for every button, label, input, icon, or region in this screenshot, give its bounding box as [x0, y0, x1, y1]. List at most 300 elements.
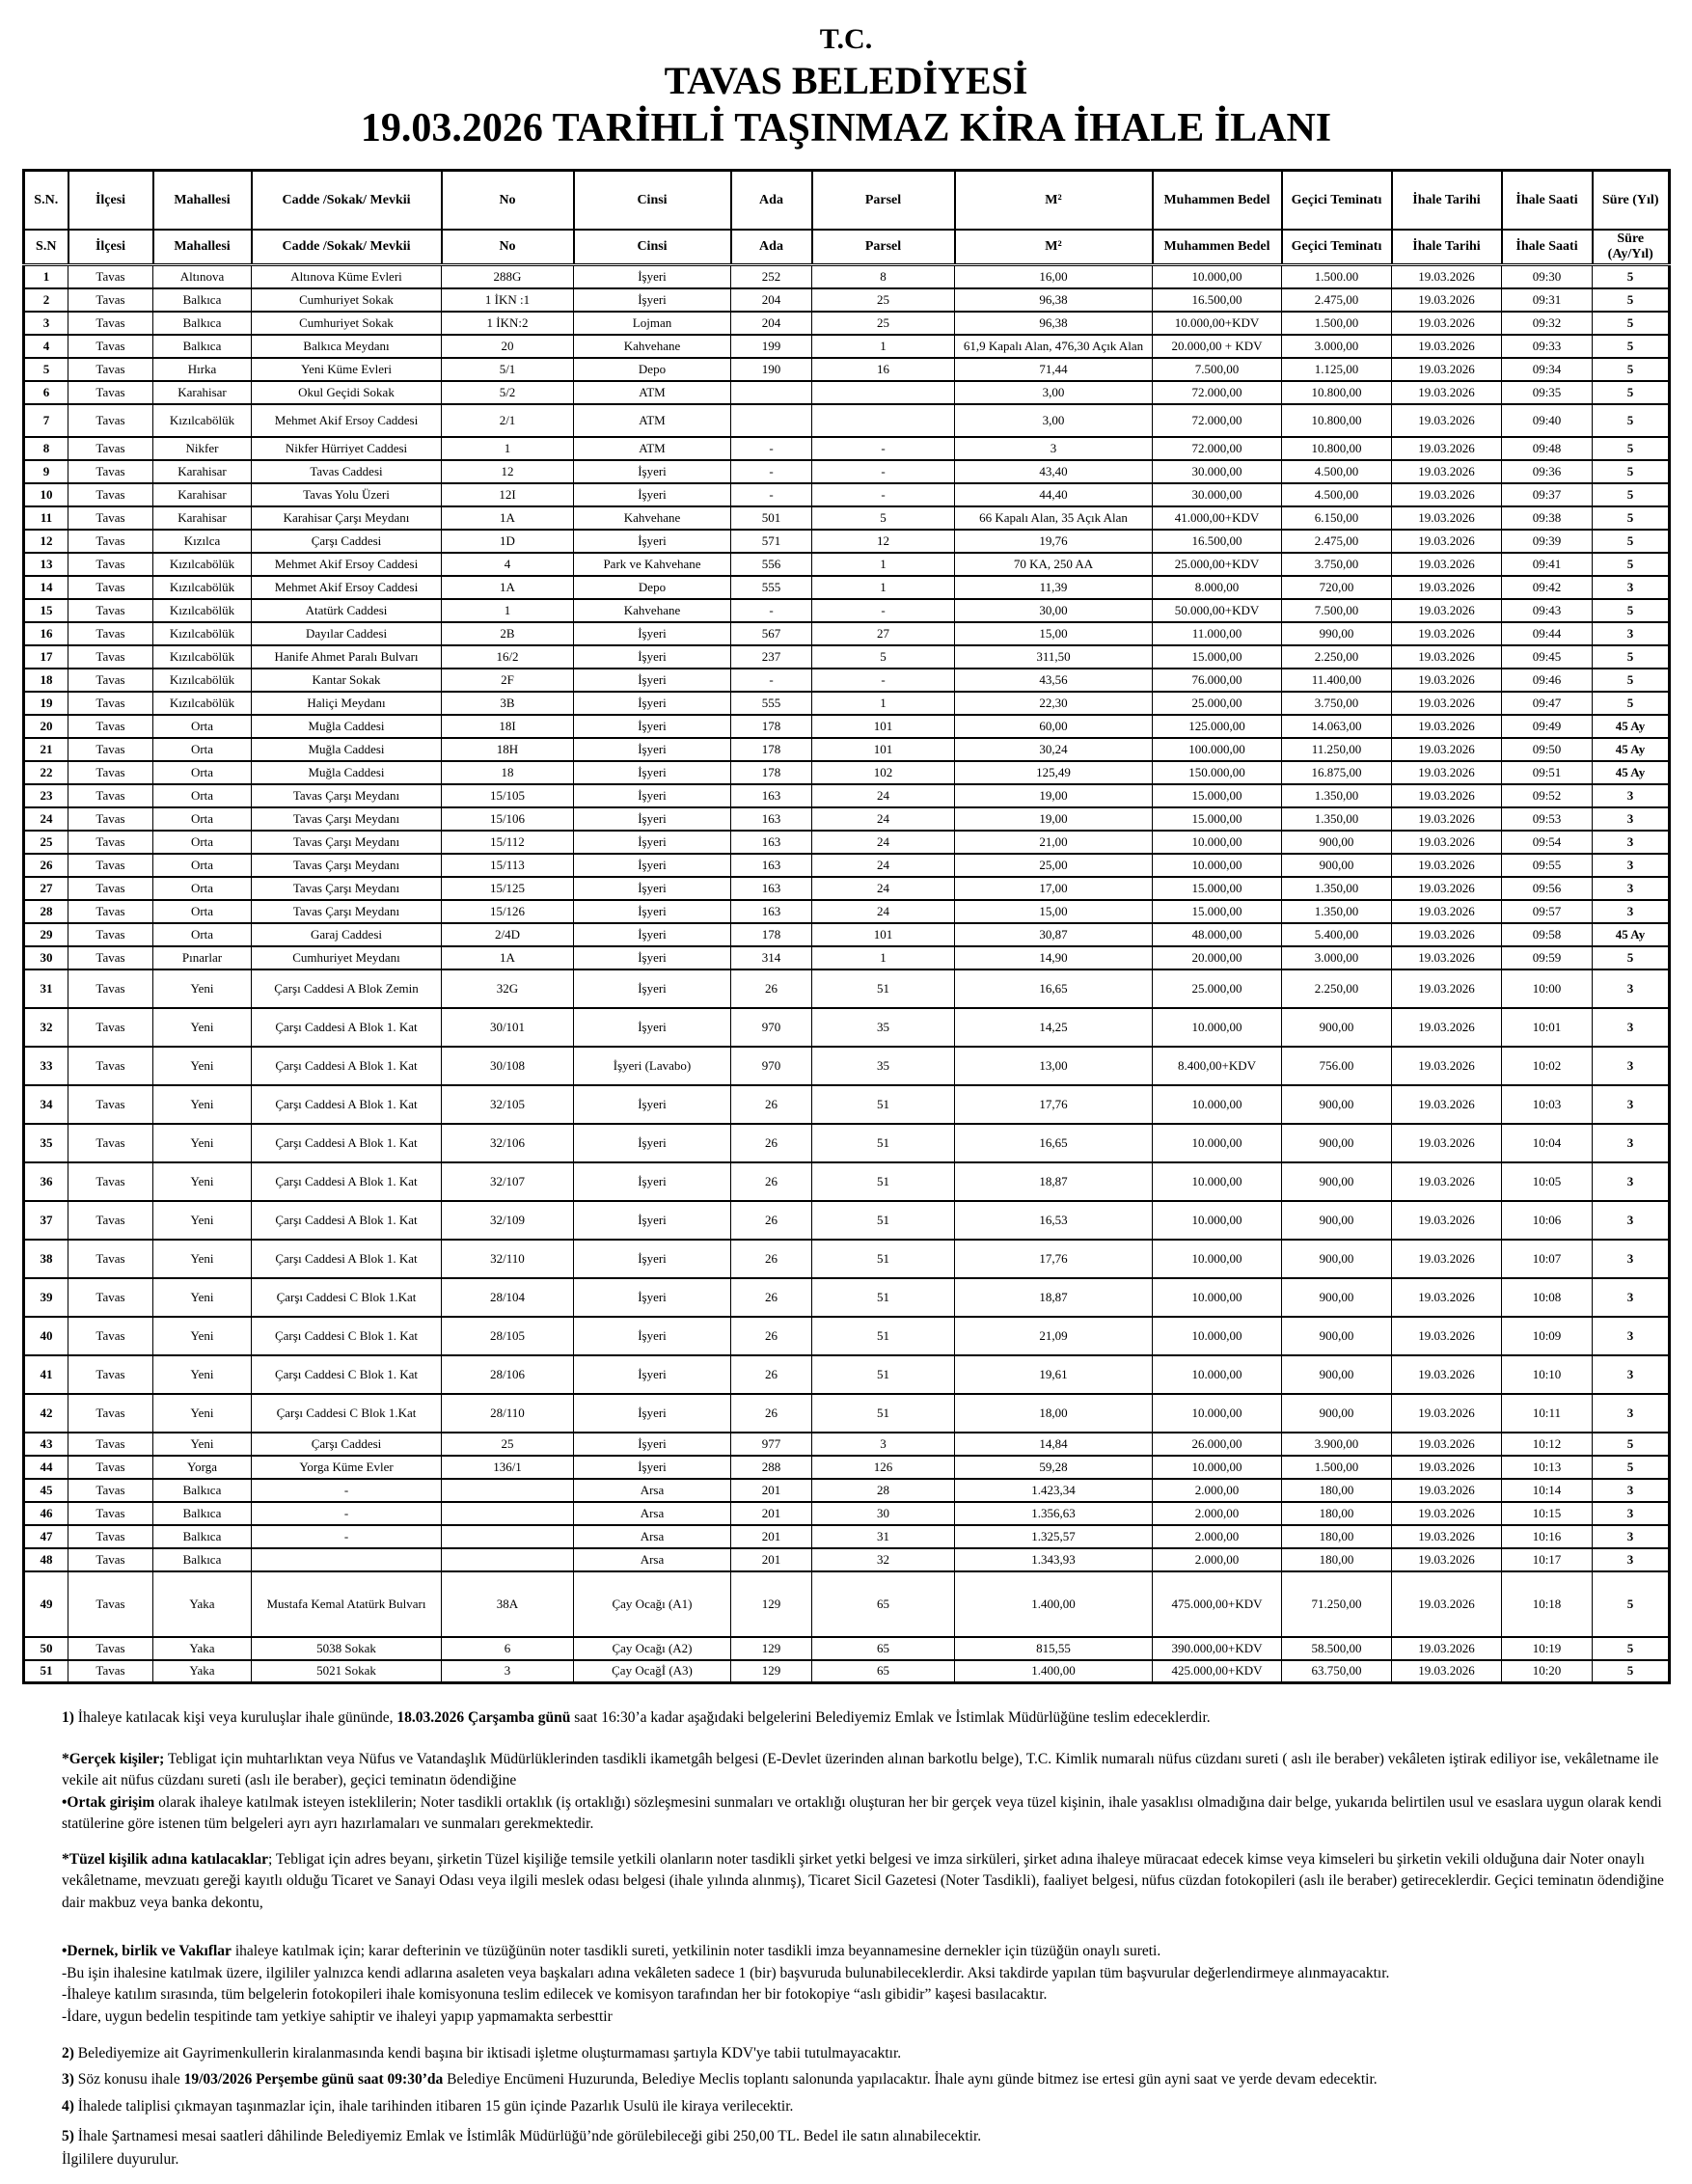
- table-cell: 5: [1593, 437, 1670, 460]
- table-cell: Kızılcabölük: [153, 553, 252, 576]
- table-cell: 5: [1593, 553, 1670, 576]
- table-row: [24, 1571, 1670, 1637]
- table-cell: 34: [24, 1085, 68, 1124]
- table-cell: Tavas: [68, 969, 153, 1008]
- table-cell: 10:15: [1502, 1502, 1593, 1525]
- table-cell: 720,00: [1282, 576, 1392, 599]
- table-cell: 17,76: [955, 1240, 1153, 1278]
- column-header: S.N.: [24, 170, 68, 230]
- table-cell: 09:32: [1502, 312, 1593, 335]
- table-row: [24, 265, 1670, 288]
- table-cell: 129: [731, 1637, 812, 1660]
- table-cell: 204: [731, 288, 812, 312]
- table-cell: 5: [1593, 1571, 1670, 1637]
- table-row: [24, 692, 1670, 715]
- column-header: Muhammen Bedel: [1153, 170, 1282, 230]
- table-cell: Muğla Caddesi: [252, 761, 442, 784]
- table-cell: 30,00: [955, 599, 1153, 622]
- table-cell: Tavas: [68, 715, 153, 738]
- table-cell: 10.000,00: [1153, 1317, 1282, 1355]
- table-cell: -: [252, 1502, 442, 1525]
- table-cell: 09:48: [1502, 437, 1593, 460]
- note-text: Belediyemize ait Gayrimenkullerin kiralanmasında kendi başına bir iktisadi işletme oluşturmaması şartıyla KDV'ye tabii tutulmayacaktır.: [73, 2045, 902, 2062]
- table-cell: ATM: [574, 381, 731, 404]
- note-line: [62, 1941, 1671, 1962]
- table-cell: İşyeri: [574, 1394, 731, 1433]
- table-cell: Tavas Çarşı Meydanı: [252, 900, 442, 923]
- table-cell: 28: [24, 900, 68, 923]
- table-cell: 09:46: [1502, 669, 1593, 692]
- table-cell: İşyeri: [574, 738, 731, 761]
- table-cell: 900,00: [1282, 854, 1392, 877]
- table-cell: İşyeri: [574, 923, 731, 946]
- table-cell: 19.03.2026: [1392, 576, 1502, 599]
- table-row: [24, 599, 1670, 622]
- table-cell: 204: [731, 312, 812, 335]
- table-cell: 19.03.2026: [1392, 460, 1502, 483]
- table-cell: 16,00: [955, 265, 1153, 288]
- table-cell: 15: [24, 599, 68, 622]
- table-cell: 09:34: [1502, 358, 1593, 381]
- table-cell: 24: [812, 831, 955, 854]
- table-row: [24, 1525, 1670, 1548]
- table-cell: 1: [442, 599, 574, 622]
- table-cell: 19.03.2026: [1392, 946, 1502, 969]
- table-cell: 26: [731, 1240, 812, 1278]
- table-cell: Arsa: [574, 1525, 731, 1548]
- table-cell: Kızılca: [153, 530, 252, 553]
- table-cell: -: [731, 483, 812, 506]
- table-cell: Tavas: [68, 1548, 153, 1571]
- table-cell: 10:01: [1502, 1008, 1593, 1047]
- table-row: [24, 358, 1670, 381]
- table-cell: 1.423,34: [955, 1479, 1153, 1502]
- table-cell: 51: [812, 1124, 955, 1162]
- table-cell: 24: [812, 877, 955, 900]
- table-cell: 180,00: [1282, 1525, 1392, 1548]
- table-row: [24, 1278, 1670, 1317]
- table-row: [24, 900, 1670, 923]
- table-cell: Mustafa Kemal Atatürk Bulvarı: [252, 1571, 442, 1637]
- table-cell: Arsa: [574, 1502, 731, 1525]
- table-cell: 15.000,00: [1153, 877, 1282, 900]
- table-cell: 26: [731, 1201, 812, 1240]
- table-cell: Tavas: [68, 576, 153, 599]
- table-cell: 555: [731, 576, 812, 599]
- table-cell: Park ve Kahvehane: [574, 553, 731, 576]
- table-cell: 15.000,00: [1153, 900, 1282, 923]
- table-cell: Yeni: [153, 1124, 252, 1162]
- table-cell: 12: [812, 530, 955, 553]
- table-cell: Tavas: [68, 807, 153, 831]
- table-cell: Tavas: [68, 946, 153, 969]
- table-cell: 900,00: [1282, 1085, 1392, 1124]
- table-cell: 11.400,00: [1282, 669, 1392, 692]
- table-cell: Altınova Küme Evleri: [252, 265, 442, 288]
- table-cell: 49: [24, 1571, 68, 1637]
- table-cell: 19.03.2026: [1392, 1085, 1502, 1124]
- table-cell: 51: [812, 1085, 955, 1124]
- table-cell: 567: [731, 622, 812, 645]
- table-cell: 09:30: [1502, 265, 1593, 288]
- table-cell: 7.500,00: [1282, 599, 1392, 622]
- table-cell: 09:45: [1502, 645, 1593, 669]
- table-cell: 4.500,00: [1282, 460, 1392, 483]
- table-cell: 38: [24, 1240, 68, 1278]
- table-cell: 3: [1593, 576, 1670, 599]
- table-cell: 48: [24, 1548, 68, 1571]
- table-cell: Tavas: [68, 1394, 153, 1433]
- table-cell: Orta: [153, 761, 252, 784]
- table-cell: 19.03.2026: [1392, 1317, 1502, 1355]
- table-cell: 10:05: [1502, 1162, 1593, 1201]
- table-cell: 10:14: [1502, 1479, 1593, 1502]
- table-cell: 5: [1593, 1637, 1670, 1660]
- table-cell: 19.03.2026: [1392, 335, 1502, 358]
- table-cell: Çarşı Caddesi: [252, 1433, 442, 1456]
- note-text: 5): [62, 2127, 74, 2144]
- note-text: •Dernek, birlik ve Vakıflar: [62, 1943, 232, 1960]
- table-cell: 30,87: [955, 923, 1153, 946]
- table-cell: 5: [1593, 599, 1670, 622]
- table-cell: 21: [24, 738, 68, 761]
- table-cell: 19.03.2026: [1392, 483, 1502, 506]
- table-cell: 59,28: [955, 1456, 1153, 1479]
- table-cell: Tavas: [68, 1085, 153, 1124]
- table-cell: 16: [812, 358, 955, 381]
- table-cell: Çarşı Caddesi A Blok 1. Kat: [252, 1240, 442, 1278]
- table-cell: 19.03.2026: [1392, 530, 1502, 553]
- table-cell: 900,00: [1282, 1240, 1392, 1278]
- table-cell: -: [252, 1525, 442, 1548]
- table-cell: 51: [812, 1317, 955, 1355]
- column-header: Muhammen Bedel: [1153, 230, 1282, 265]
- table-cell: Tavas: [68, 1660, 153, 1683]
- table-cell: Arsa: [574, 1548, 731, 1571]
- table-cell: Tavas: [68, 1637, 153, 1660]
- table-cell: 178: [731, 715, 812, 738]
- table-cell: 27: [812, 622, 955, 645]
- table-cell: Çarşı Caddesi C Blok 1.Kat: [252, 1394, 442, 1433]
- table-cell: 10.800,00: [1282, 437, 1392, 460]
- table-row: [24, 1394, 1670, 1433]
- table-cell: Kızılcabölük: [153, 404, 252, 437]
- table-row: [24, 381, 1670, 404]
- table-cell: Çay Ocağİ (A3): [574, 1660, 731, 1683]
- table-cell: 09:31: [1502, 288, 1593, 312]
- table-cell: 19.03.2026: [1392, 358, 1502, 381]
- table-cell: 3: [1593, 1162, 1670, 1201]
- table-cell: 09:49: [1502, 715, 1593, 738]
- table-cell: 900,00: [1282, 1201, 1392, 1240]
- table-cell: 26: [731, 969, 812, 1008]
- note-text: 2): [62, 2045, 74, 2062]
- table-cell: 10:07: [1502, 1240, 1593, 1278]
- table-cell: Kızılcabölük: [153, 576, 252, 599]
- table-cell: İşyeri: [574, 288, 731, 312]
- table-cell: 163: [731, 900, 812, 923]
- table-cell: 19.03.2026: [1392, 506, 1502, 530]
- table-cell: 1 İKN:2: [442, 312, 574, 335]
- table-row: [24, 715, 1670, 738]
- table-cell: 51: [812, 969, 955, 1008]
- table-cell: 10.000,00: [1153, 1278, 1282, 1317]
- table-cell: 32: [24, 1008, 68, 1047]
- table-cell: Dayılar Caddesi: [252, 622, 442, 645]
- table-cell: 2.475,00: [1282, 530, 1392, 553]
- table-cell: 41: [24, 1355, 68, 1394]
- table-cell: Yorga: [153, 1456, 252, 1479]
- table-cell: 5038 Sokak: [252, 1637, 442, 1660]
- table-row: [24, 576, 1670, 599]
- table-cell: 19.03.2026: [1392, 312, 1502, 335]
- table-cell: Yeni: [153, 1278, 252, 1317]
- table-cell: 19.03.2026: [1392, 1479, 1502, 1502]
- table-cell: 19.03.2026: [1392, 1433, 1502, 1456]
- table-cell: Orta: [153, 715, 252, 738]
- table-cell: Kızılcabölük: [153, 599, 252, 622]
- table-cell: 12: [24, 530, 68, 553]
- table-cell: Tavas: [68, 1201, 153, 1240]
- note-text: 1): [62, 1709, 78, 1727]
- table-cell: 19.03.2026: [1392, 1548, 1502, 1571]
- table-cell: 09:57: [1502, 900, 1593, 923]
- table-cell: Depo: [574, 358, 731, 381]
- table-cell: 10.000,00: [1153, 1201, 1282, 1240]
- table-cell: 571: [731, 530, 812, 553]
- table-cell: 30: [24, 946, 68, 969]
- table-cell: 44: [24, 1456, 68, 1479]
- table-cell: 45 Ay: [1593, 715, 1670, 738]
- table-cell: 5: [1593, 506, 1670, 530]
- table-cell: Tavas: [68, 1456, 153, 1479]
- table-cell: 3: [1593, 900, 1670, 923]
- table-cell: 09:43: [1502, 599, 1593, 622]
- table-row: [24, 831, 1670, 854]
- table-cell: Tavas: [68, 1317, 153, 1355]
- table-cell: Mehmet Akif Ersoy Caddesi: [252, 553, 442, 576]
- table-cell: Haliçi Meydanı: [252, 692, 442, 715]
- table-cell: İşyeri: [574, 877, 731, 900]
- table-cell: 26: [24, 854, 68, 877]
- table-cell: 3: [955, 437, 1153, 460]
- table-cell: Kızılcabölük: [153, 645, 252, 669]
- table-cell: 32/105: [442, 1085, 574, 1124]
- table-cell: Kahvehane: [574, 506, 731, 530]
- table-cell: 5: [1593, 404, 1670, 437]
- table-cell: Kızılcabölük: [153, 692, 252, 715]
- table-cell: 900,00: [1282, 1162, 1392, 1201]
- table-cell: 5: [1593, 530, 1670, 553]
- table-cell: 390.000,00+KDV: [1153, 1637, 1282, 1660]
- table-cell: Tavas Caddesi: [252, 460, 442, 483]
- table-cell: 1: [812, 576, 955, 599]
- table-cell: [731, 404, 812, 437]
- table-cell: 900,00: [1282, 1124, 1392, 1162]
- note-text: İhalede taliplisi çıkmayan taşınmazlar için, ihale tarihinden itibaren 15 gün içinde Pazarlık Usulü ile kiraya verilecektir.: [73, 2098, 794, 2116]
- table-cell: 10.000,00: [1153, 1355, 1282, 1394]
- table-cell: -: [812, 460, 955, 483]
- table-cell: 10.800,00: [1282, 381, 1392, 404]
- table-cell: 555: [731, 692, 812, 715]
- table-cell: Tavas: [68, 483, 153, 506]
- table-cell: Kahvehane: [574, 599, 731, 622]
- table-cell: 26: [731, 1278, 812, 1317]
- table-cell: 10:09: [1502, 1317, 1593, 1355]
- table-cell: 5: [1593, 1433, 1670, 1456]
- table-cell: Balkıca: [153, 312, 252, 335]
- table-cell: 19.03.2026: [1392, 1162, 1502, 1201]
- table-cell: 3,00: [955, 381, 1153, 404]
- table-cell: 31: [812, 1525, 955, 1548]
- auction-table-body: [24, 265, 1670, 1683]
- column-header: İlçesi: [68, 230, 153, 265]
- table-cell: 2.000,00: [1153, 1479, 1282, 1502]
- table-cell: -: [812, 437, 955, 460]
- table-cell: 19.03.2026: [1392, 622, 1502, 645]
- table-row: [24, 404, 1670, 437]
- table-cell: 45 Ay: [1593, 923, 1670, 946]
- table-cell: Tavas: [68, 1502, 153, 1525]
- table-cell: Tavas: [68, 530, 153, 553]
- note-line: [62, 2007, 1671, 2028]
- column-header: Mahallesi: [153, 170, 252, 230]
- table-cell: 10.000,00: [1153, 1162, 1282, 1201]
- table-cell: 3.900,00: [1282, 1433, 1392, 1456]
- table-cell: 101: [812, 923, 955, 946]
- table-cell: 32/107: [442, 1162, 574, 1201]
- table-cell: 178: [731, 738, 812, 761]
- table-cell: Çarşı Caddesi: [252, 530, 442, 553]
- table-cell: 72.000,00: [1153, 404, 1282, 437]
- table-cell: 14,25: [955, 1008, 1153, 1047]
- title-municipality: TAVAS BELEDİYESİ: [664, 58, 1028, 102]
- table-cell: 24: [812, 784, 955, 807]
- table-cell: 16.500,00: [1153, 530, 1282, 553]
- table-cell: Yeni: [153, 1240, 252, 1278]
- table-cell: 19.03.2026: [1392, 692, 1502, 715]
- table-cell: Orta: [153, 807, 252, 831]
- table-row: [24, 1162, 1670, 1201]
- table-cell: 26: [731, 1394, 812, 1433]
- table-cell: Çarşı Caddesi C Blok 1.Kat: [252, 1278, 442, 1317]
- table-cell: 51: [812, 1201, 955, 1240]
- column-header: Cinsi: [574, 170, 731, 230]
- table-cell: 45 Ay: [1593, 761, 1670, 784]
- table-cell: Yeni: [153, 1162, 252, 1201]
- note-text: *Tüzel kişilik adına katılacaklar: [62, 1850, 269, 1868]
- table-cell: İşyeri: [574, 692, 731, 715]
- column-header: İhale Tarihi: [1392, 170, 1502, 230]
- table-cell: 17,00: [955, 877, 1153, 900]
- table-cell: 51: [812, 1355, 955, 1394]
- table-cell: İşyeri: [574, 1456, 731, 1479]
- table-cell: 16.500,00: [1153, 288, 1282, 312]
- table-cell: İşyeri: [574, 265, 731, 288]
- table-cell: 178: [731, 923, 812, 946]
- table-cell: 36: [24, 1162, 68, 1201]
- table-cell: 14,84: [955, 1433, 1153, 1456]
- table-cell: 66 Kapalı Alan, 35 Açık Alan: [955, 506, 1153, 530]
- table-cell: 501: [731, 506, 812, 530]
- table-cell: -: [812, 669, 955, 692]
- table-cell: 163: [731, 784, 812, 807]
- table-row: [24, 645, 1670, 669]
- table-cell: Tavas: [68, 784, 153, 807]
- column-header: Cinsi: [574, 230, 731, 265]
- table-cell: Çarşı Caddesi A Blok 1. Kat: [252, 1162, 442, 1201]
- table-cell: Tavas: [68, 831, 153, 854]
- table-cell: Karahisar: [153, 460, 252, 483]
- table-cell: 15.000,00: [1153, 784, 1282, 807]
- table-cell: 18,87: [955, 1162, 1153, 1201]
- table-cell: 65: [812, 1571, 955, 1637]
- table-cell: 3: [1593, 1124, 1670, 1162]
- table-cell: 50: [24, 1637, 68, 1660]
- column-header: No: [442, 170, 574, 230]
- table-cell: 18,00: [955, 1394, 1153, 1433]
- table-cell: Mehmet Akif Ersoy Caddesi: [252, 576, 442, 599]
- table-cell: 19.03.2026: [1392, 1456, 1502, 1479]
- table-cell: 30.000,00: [1153, 460, 1282, 483]
- table-cell: Kızılcabölük: [153, 669, 252, 692]
- note-line: [62, 2043, 1671, 2064]
- table-cell: 3: [1593, 1394, 1670, 1433]
- note-text: İlgililere duyurulur.: [62, 2150, 179, 2168]
- table-cell: 30.000,00: [1153, 483, 1282, 506]
- table-cell: Tavas: [68, 923, 153, 946]
- table-cell: 51: [812, 1240, 955, 1278]
- table-cell: 15.000,00: [1153, 645, 1282, 669]
- table-cell: Yeni: [153, 1394, 252, 1433]
- table-cell: 1.343,93: [955, 1548, 1153, 1571]
- table-cell: 1 İKN :1: [442, 288, 574, 312]
- table-cell: 17: [24, 645, 68, 669]
- table-cell: Tavas: [68, 288, 153, 312]
- note-text: olarak ihaleye katılmak isteyen isteklilerin; Noter tasdikli ortaklık (iş ortaklığı) sözleşmesini sunmaları ve ortaklığı oluşturan her bir gerçek veya tüzel kişinin, ihale yasaklısı olmadığına dair belge, yukarıda belirtilen usul ve esaslara uygun olarak kendi statülerine göre istenen tüm belgeleri ayrı ayrı hazırlamaları ve sunmaları gerekmektedir.: [62, 1793, 1662, 1833]
- table-cell: Yeni: [153, 1201, 252, 1240]
- table-cell: 180,00: [1282, 1502, 1392, 1525]
- table-cell: 45: [24, 1479, 68, 1502]
- table-cell: 43: [24, 1433, 68, 1456]
- table-cell: İşyeri: [574, 669, 731, 692]
- table-cell: 815,55: [955, 1637, 1153, 1660]
- note-line: [62, 1707, 1671, 1729]
- table-cell: 29: [24, 923, 68, 946]
- table-cell: 25.000,00: [1153, 692, 1282, 715]
- table-cell: Tavas: [68, 335, 153, 358]
- table-cell: 3: [1593, 1525, 1670, 1548]
- table-cell: 314: [731, 946, 812, 969]
- table-cell: 163: [731, 854, 812, 877]
- table-cell: 425.000,00+KDV: [1153, 1660, 1282, 1683]
- table-cell: Tavas: [68, 553, 153, 576]
- table-cell: İşyeri: [574, 1201, 731, 1240]
- table-cell: Tavas: [68, 1278, 153, 1317]
- table-cell: 19.03.2026: [1392, 807, 1502, 831]
- table-cell: 19.03.2026: [1392, 381, 1502, 404]
- table-cell: 25.000,00+KDV: [1153, 553, 1282, 576]
- table-cell: 26: [731, 1162, 812, 1201]
- table-cell: 19,00: [955, 784, 1153, 807]
- table-cell: 8: [812, 265, 955, 288]
- table-cell: 19.03.2026: [1392, 1571, 1502, 1637]
- auction-table-head: [24, 170, 1670, 265]
- table-cell: Tavas: [68, 1355, 153, 1394]
- table-cell: 09:53: [1502, 807, 1593, 831]
- table-cell: 125,49: [955, 761, 1153, 784]
- table-cell: -: [731, 669, 812, 692]
